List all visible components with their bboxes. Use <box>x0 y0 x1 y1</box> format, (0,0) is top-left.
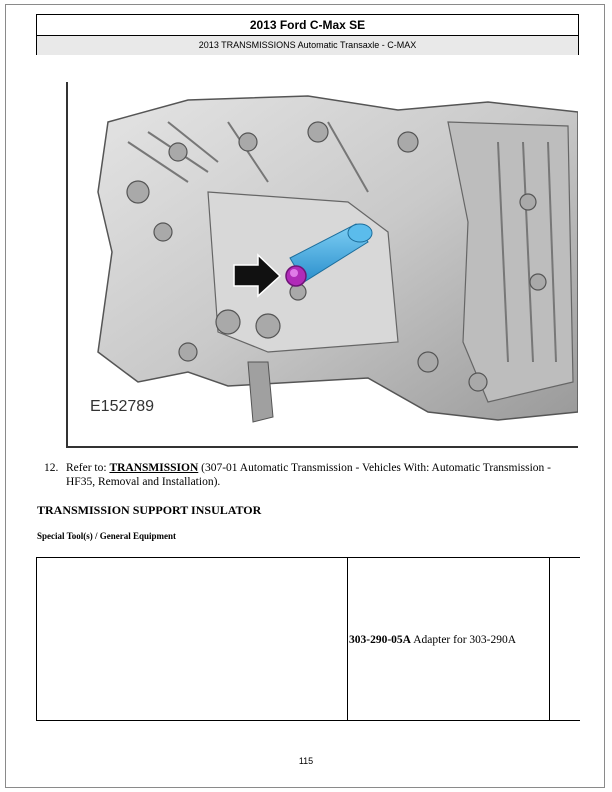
transmission-drawing <box>68 82 578 446</box>
page-number: 115 <box>298 756 314 766</box>
table-bottom-border <box>37 720 580 721</box>
table-right-border <box>549 558 550 721</box>
step-rest: (307-01 Automatic Transmission - Vehicles With: Automatic Transmission - HF35, Removal and Installation). <box>66 462 552 488</box>
figure-id: E152789 <box>90 398 155 415</box>
document-title: 2013 Ford C-Max SE <box>37 15 578 36</box>
step-prefix: Refer to: <box>66 462 107 474</box>
tool-code: 303-290-05A <box>349 634 411 646</box>
bolt-highlight <box>290 269 298 277</box>
transmission-illustration <box>66 82 578 448</box>
step-text <box>66 461 578 489</box>
special-tool-table <box>36 557 580 721</box>
step-number: 12. <box>44 462 59 474</box>
special-tools-heading: Special Tool(s) / General Equipment <box>37 531 177 541</box>
section-heading: TRANSMISSION SUPPORT INSULATOR <box>37 503 262 517</box>
transmission-link[interactable]: TRANSMISSION <box>109 462 199 474</box>
tool-description: Adapter for 303-290A <box>413 634 517 646</box>
table-column-divider <box>347 558 348 721</box>
document-subtitle: 2013 TRANSMISSIONS Automatic Transaxle - C-MAX <box>37 36 578 55</box>
tool-description-cell <box>349 634 516 646</box>
document-header <box>36 14 579 55</box>
lower-bracket <box>248 362 273 422</box>
